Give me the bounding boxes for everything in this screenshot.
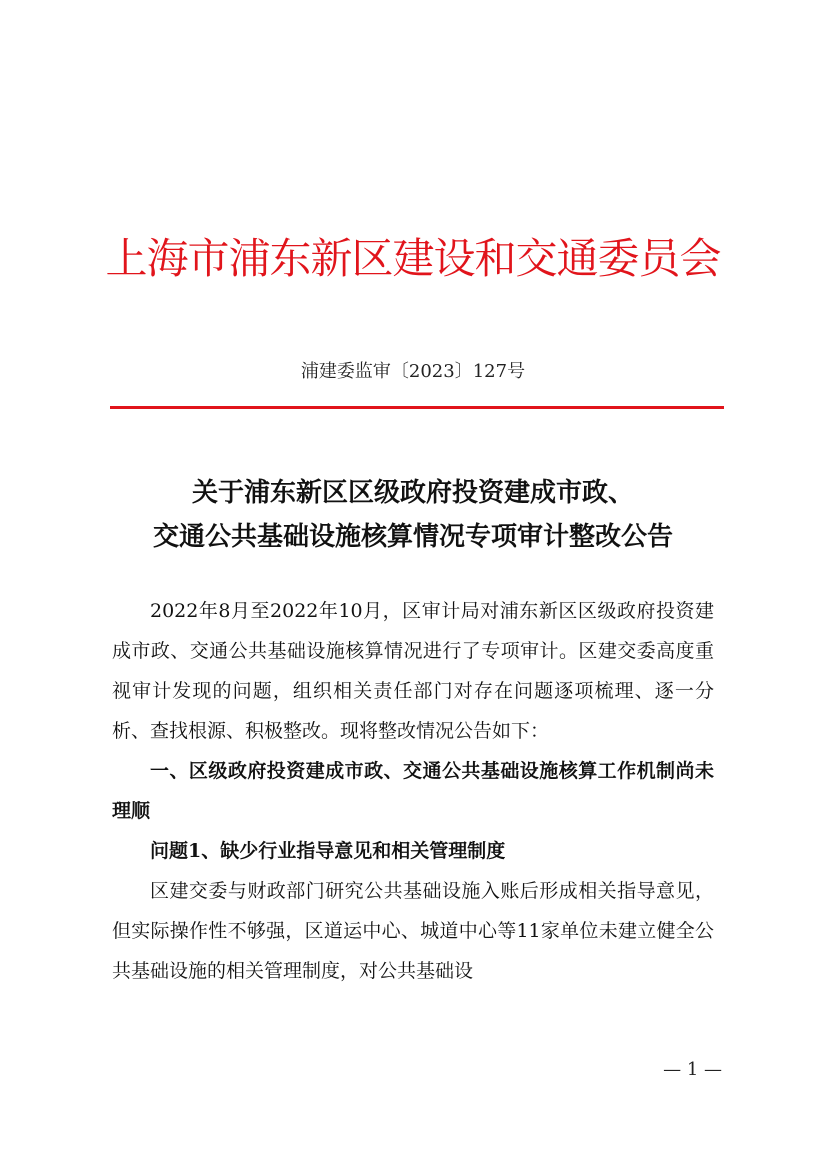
problem-1-paragraph: 区建交委与财政部门研究公共基础设施入账后形成相关指导意见，但实际操作性不够强，区道运中心、城道中心等11家单位未建立健全公共基础设施的相关管理制度，对公共基础设 <box>112 880 714 982</box>
section-heading-1: 一、区级政府投资建成市政、交通公共基础设施核算工作机制尚未理顺 <box>112 760 714 822</box>
title-line-1: 关于浦东新区区级政府投资建成市政、 <box>191 478 634 508</box>
problem-heading-1: 问题1、缺少行业指导意见和相关管理制度 <box>150 840 506 862</box>
page-number: — 1 — <box>663 1059 722 1080</box>
intro-paragraph: 2022年8月至2022年10月，区审计局对浦东新区区级政府投资建成市政、交通公共基础设施核算情况进行了专项审计。区建交委高度重视审计发现的问题，组织相关责任部门对存在问题逐项梳理、逐一分析、查找根源、积极整改。现将整改情况公告如下： <box>112 600 714 742</box>
document-body <box>112 591 714 991</box>
document-title <box>100 471 726 559</box>
document-number: 浦建委监审〔2023〕127号 <box>300 361 526 382</box>
issuing-authority-masthead: 上海市浦东新区建设和交通委员会 <box>105 234 721 283</box>
red-divider-line <box>110 406 724 409</box>
title-line-2: 交通公共基础设施核算情况专项审计整改公告 <box>152 522 673 552</box>
